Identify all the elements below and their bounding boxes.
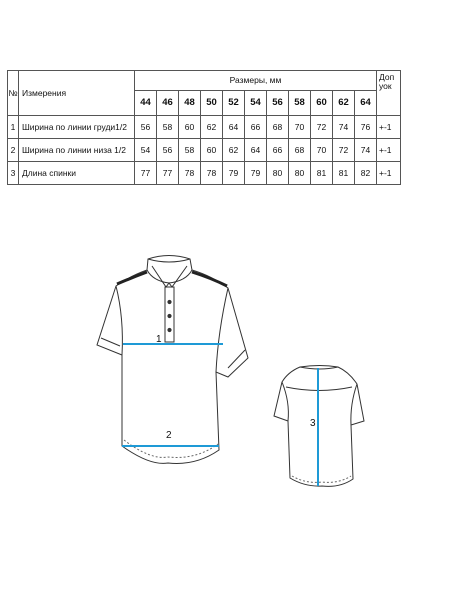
size-header-cell: 62 — [333, 91, 355, 116]
value-cell: 64 — [245, 139, 267, 162]
value-cell: 76 — [355, 116, 377, 139]
chest-measure-label: 1 — [156, 334, 162, 345]
button-3 — [168, 328, 171, 331]
value-cell: 58 — [179, 139, 201, 162]
value-cell: 80 — [267, 162, 289, 185]
value-cell: 58 — [157, 116, 179, 139]
row-measurement-name: Ширина по линии груди1/2 — [19, 116, 135, 139]
value-cell: 66 — [245, 116, 267, 139]
row-measurement-name: Ширина по линии низа 1/2 — [19, 139, 135, 162]
shirt-front-view — [97, 256, 248, 464]
row-number: 3 — [8, 162, 19, 185]
size-header-cell: 46 — [157, 91, 179, 116]
back-length-measure-label: 3 — [310, 418, 316, 429]
header-measurements: Измерения — [19, 71, 135, 116]
value-cell: 78 — [179, 162, 201, 185]
value-cell: 62 — [201, 116, 223, 139]
button-1 — [168, 300, 171, 303]
value-cell: 56 — [157, 139, 179, 162]
header-sizes-title: Размеры, мм — [135, 71, 377, 91]
size-header-cell: 64 — [355, 91, 377, 116]
tolerance-cell: +-1 — [377, 162, 401, 185]
value-cell: 81 — [333, 162, 355, 185]
size-header-cell: 58 — [289, 91, 311, 116]
value-cell: 56 — [135, 116, 157, 139]
value-cell: 79 — [245, 162, 267, 185]
size-header-cell: 56 — [267, 91, 289, 116]
value-cell: 72 — [311, 116, 333, 139]
header-number: № — [8, 71, 19, 116]
size-header-cell: 48 — [179, 91, 201, 116]
value-cell: 66 — [267, 139, 289, 162]
row-number: 1 — [8, 116, 19, 139]
value-cell: 78 — [201, 162, 223, 185]
value-cell: 79 — [223, 162, 245, 185]
size-header-cell: 44 — [135, 91, 157, 116]
value-cell: 68 — [289, 139, 311, 162]
value-cell: 64 — [223, 116, 245, 139]
hem-measure-label: 2 — [166, 430, 172, 441]
value-cell: 81 — [311, 162, 333, 185]
size-header-cell: 54 — [245, 91, 267, 116]
value-cell: 54 — [135, 139, 157, 162]
value-cell: 74 — [355, 139, 377, 162]
value-cell: 62 — [223, 139, 245, 162]
tolerance-cell: +-1 — [377, 116, 401, 139]
value-cell: 68 — [267, 116, 289, 139]
value-cell: 70 — [289, 116, 311, 139]
tolerance-cell: +-1 — [377, 139, 401, 162]
value-cell: 60 — [179, 116, 201, 139]
row-measurement-name: Длина спинки — [19, 162, 135, 185]
value-cell: 72 — [333, 139, 355, 162]
value-cell: 80 — [289, 162, 311, 185]
size-header-cell: 52 — [223, 91, 245, 116]
value-cell: 77 — [157, 162, 179, 185]
size-header-cell: 60 — [311, 91, 333, 116]
row-number: 2 — [8, 139, 19, 162]
size-header-cell: 50 — [201, 91, 223, 116]
header-tolerance: Доп уок — [377, 71, 401, 116]
value-cell: 70 — [311, 139, 333, 162]
value-cell: 74 — [333, 116, 355, 139]
value-cell: 82 — [355, 162, 377, 185]
value-cell: 77 — [135, 162, 157, 185]
button-2 — [168, 314, 171, 317]
value-cell: 60 — [201, 139, 223, 162]
